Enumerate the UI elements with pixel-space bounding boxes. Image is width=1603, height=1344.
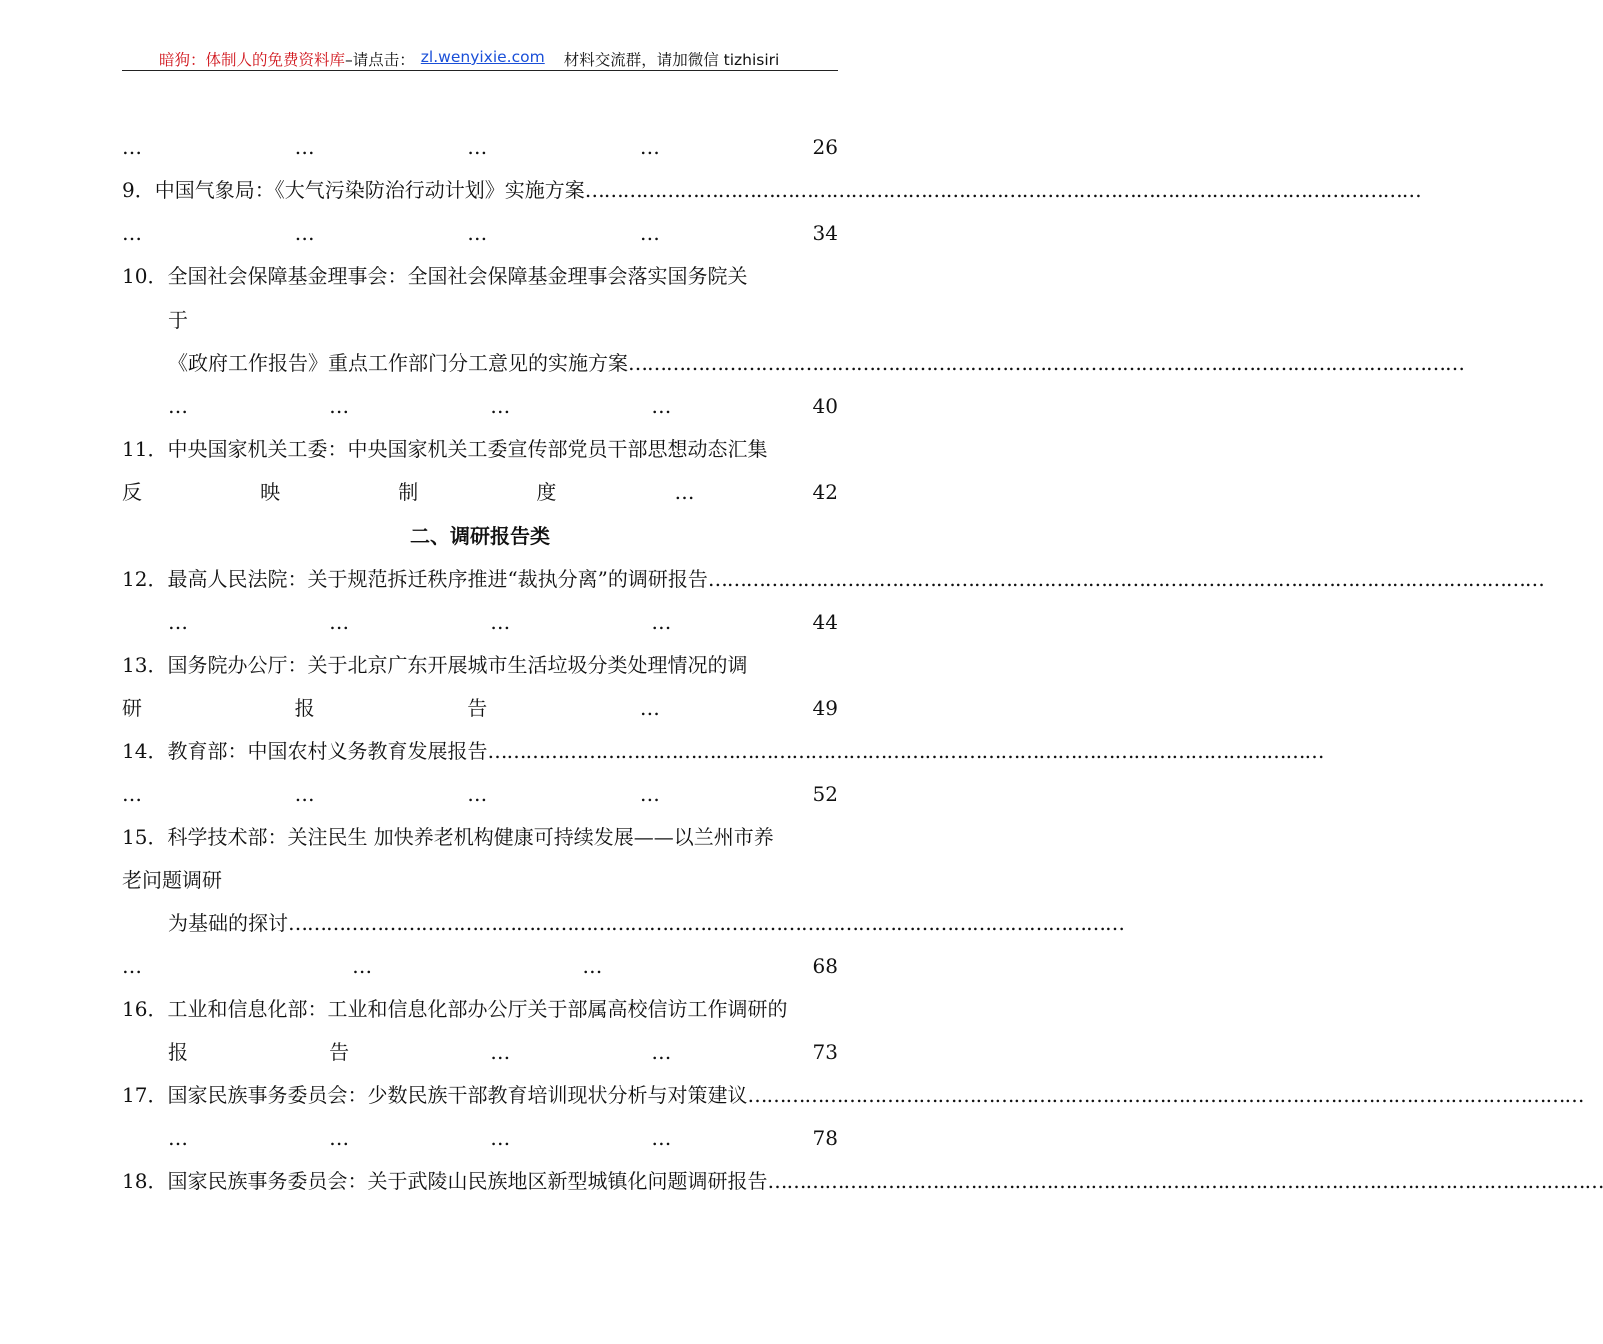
page-number: 42 bbox=[812, 480, 838, 504]
toc-dots-line bbox=[168, 1039, 838, 1065]
dot-leader: …………………………………………………………………………………………………………………… bbox=[487, 739, 1324, 763]
leader-dot: … bbox=[329, 610, 350, 634]
leader-dot: … bbox=[294, 782, 315, 806]
leader-dot: … bbox=[122, 782, 142, 806]
leader-dot: … bbox=[490, 1126, 511, 1150]
dot-leader: …………………………………………………………………………………………………………………… bbox=[288, 911, 1124, 935]
toc-entry-title: 16．工业和信息化部：工业和信息化部办公厅关于部属高校信访工作调研的 bbox=[122, 997, 788, 1021]
toc-entry-10-cont bbox=[168, 350, 1464, 376]
leader-dot: … bbox=[639, 221, 660, 245]
title-char: 报 bbox=[168, 1040, 188, 1064]
header-group-info: 材料交流群，请加微信 tizhisiri bbox=[563, 51, 780, 69]
dot-leader: …………………………………………………………………………………………………………………… bbox=[747, 1083, 1584, 1107]
title-char: 度 bbox=[536, 480, 557, 504]
title-char: 告 bbox=[467, 696, 488, 720]
toc-entry-title: 17．国家民族事务委员会：少数民族干部教育培训现状分析与对策建议 bbox=[122, 1083, 748, 1107]
leader-dot: … bbox=[651, 394, 672, 418]
page-number: 26 bbox=[812, 135, 838, 159]
title-char: 告 bbox=[329, 1040, 350, 1064]
leader-dot: … bbox=[122, 221, 142, 245]
header-link[interactable]: zl.wenyixie.com bbox=[420, 48, 545, 66]
toc-entry-title: 12．最高人民法院：关于规范拆迁秩序推进“裁执分离”的调研报告 bbox=[122, 567, 708, 591]
title-char: 映 bbox=[260, 480, 281, 504]
toc-entry-15[interactable] bbox=[122, 824, 838, 850]
title-char: 制 bbox=[398, 480, 419, 504]
leader-dot: … bbox=[582, 954, 603, 978]
toc-entry-9[interactable] bbox=[122, 177, 1421, 203]
leader-dot: … bbox=[168, 1126, 188, 1150]
toc-entry-18[interactable] bbox=[122, 1168, 1603, 1194]
leader-dot: … bbox=[639, 696, 660, 720]
leader-dot: … bbox=[639, 782, 660, 806]
toc-entry-title: 13．国务院办公厅：关于北京广东开展城市生活垃圾分类处理情况的调 bbox=[122, 653, 748, 677]
page-number: 78 bbox=[812, 1126, 838, 1150]
toc-entry-15-wrap bbox=[122, 867, 838, 893]
leader-dot: … bbox=[651, 1126, 672, 1150]
toc-entry-title: 18．国家民族事务委员会：关于武陵山民族地区新型城镇化问题调研报告 bbox=[122, 1169, 768, 1193]
leader-dot: … bbox=[122, 954, 142, 978]
header-brand: 暗狗：体制人的免费资料库 bbox=[159, 51, 346, 69]
leader-dot: … bbox=[294, 135, 315, 159]
page-header bbox=[122, 48, 838, 71]
leader-dot: … bbox=[329, 1126, 350, 1150]
toc-entry-15-cont bbox=[168, 910, 1124, 936]
toc-entry-title: 9．中国气象局：《大气污染防治行动计划》实施方案 bbox=[122, 178, 585, 202]
leader-dot: … bbox=[490, 610, 511, 634]
toc-entry-17[interactable] bbox=[122, 1082, 1584, 1108]
toc-dots-line bbox=[168, 1125, 838, 1151]
leader-dot: … bbox=[467, 135, 488, 159]
toc-entry-14[interactable] bbox=[122, 738, 1324, 764]
section-title: 二、调研报告类 bbox=[410, 524, 550, 548]
toc-dots-line bbox=[122, 695, 838, 721]
dot-leader: …………………………………………………………………………………………………………………… bbox=[707, 567, 1544, 591]
leader-dot: … bbox=[651, 1040, 672, 1064]
toc-dots-line bbox=[122, 781, 838, 807]
leader-dot: … bbox=[168, 394, 188, 418]
toc-entry-title-cont: 《政府工作报告》重点工作部门分工意见的实施方案 bbox=[168, 351, 628, 375]
toc-entry-title-cont: 为基础的探讨 bbox=[168, 911, 288, 935]
dot-leader: …………………………………………………………………………………………………………………… bbox=[584, 178, 1421, 202]
dot-leader: …………………………………………………………………………………………………………………… bbox=[628, 351, 1464, 375]
leader-dot: … bbox=[674, 480, 695, 504]
toc-dots-line bbox=[122, 134, 838, 160]
leader-dot: … bbox=[467, 221, 488, 245]
toc-entry-title-cont: 老问题调研 bbox=[122, 868, 222, 892]
toc-dots-line bbox=[122, 220, 838, 246]
page-number: 40 bbox=[812, 394, 838, 418]
leader-dot: … bbox=[651, 610, 672, 634]
toc-entry-10-wrap bbox=[168, 307, 838, 333]
leader-dot: … bbox=[639, 135, 660, 159]
header-click-label: –请点击： bbox=[345, 51, 415, 69]
toc-dots-line bbox=[168, 609, 838, 635]
page-number: 49 bbox=[812, 696, 838, 720]
toc-entry-10[interactable] bbox=[122, 263, 838, 289]
toc-entry-title: 10．全国社会保障基金理事会：全国社会保障基金理事会落实国务院关 bbox=[122, 264, 748, 288]
title-char: 研 bbox=[122, 696, 142, 720]
leader-dot: … bbox=[352, 954, 373, 978]
toc-entry-title: 11．中央国家机关工委：中央国家机关工委宣传部党员干部思想动态汇集 bbox=[122, 437, 768, 461]
toc-dots-line bbox=[122, 953, 838, 979]
dot-leader: …………………………………………………………………………………………………………………… bbox=[767, 1169, 1603, 1193]
toc-entry-title-cont: 于 bbox=[168, 308, 188, 332]
toc-dots-line bbox=[168, 393, 838, 419]
title-char: 报 bbox=[294, 696, 315, 720]
title-char: 反 bbox=[122, 480, 142, 504]
page-number: 34 bbox=[812, 221, 838, 245]
page-number: 68 bbox=[812, 954, 838, 978]
leader-dot: … bbox=[467, 782, 488, 806]
toc-entry-13[interactable] bbox=[122, 652, 838, 678]
toc-dots-line bbox=[122, 479, 838, 505]
toc-entry-title: 14．教育部：中国农村义务教育发展报告 bbox=[122, 739, 488, 763]
leader-dot: … bbox=[329, 394, 350, 418]
toc-entry-16[interactable] bbox=[122, 996, 838, 1022]
toc-entry-11[interactable] bbox=[122, 436, 838, 462]
page-number: 73 bbox=[812, 1040, 838, 1064]
leader-dot: … bbox=[122, 135, 142, 159]
page-number: 52 bbox=[812, 782, 838, 806]
leader-dot: … bbox=[168, 610, 188, 634]
leader-dot: … bbox=[490, 1040, 511, 1064]
toc-entry-title: 15．科学技术部：关注民生 加快养老机构健康可持续发展——以兰州市养 bbox=[122, 825, 774, 849]
leader-dot: … bbox=[490, 394, 511, 418]
toc-entry-12[interactable] bbox=[122, 566, 1544, 592]
leader-dot: … bbox=[294, 221, 315, 245]
page-number: 44 bbox=[812, 610, 838, 634]
